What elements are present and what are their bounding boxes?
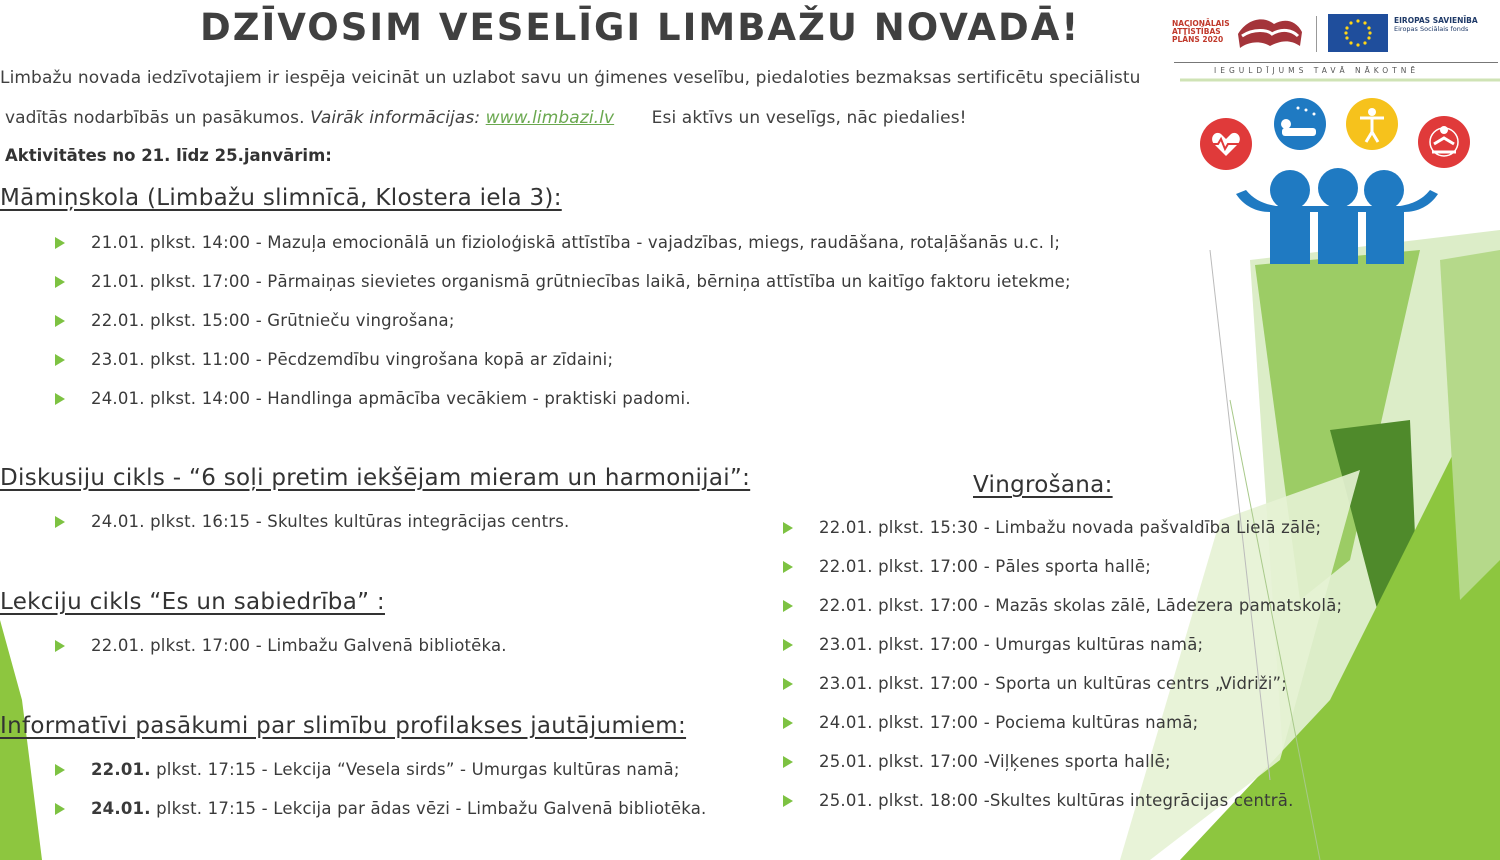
eu-logo-text xyxy=(1394,16,1500,34)
list-item: 25.01. plkst. 17:00 -Viļķenes sporta hallē; xyxy=(783,750,1342,789)
more-info-label: Vairāk informācijas: xyxy=(310,108,481,128)
bullet-icon xyxy=(55,764,65,776)
list-item: 24.01. plkst. 14:00 - Handlinga apmācība vecākiem - praktiski padomi. xyxy=(55,387,1071,426)
bullet-icon xyxy=(783,561,793,573)
eu-title: EIROPAS SAVIENĪBA xyxy=(1394,16,1478,25)
intro-line-1: Limbažu novada iedzīvotajiem ir iespēja veicināt un uzlabot savu un ģimenes veselību, piedaloties bezmaksas sertificētu speciālistu xyxy=(0,68,1141,88)
people-group-icon xyxy=(1236,168,1438,264)
list-item: 24.01. plkst. 16:15 - Skultes kultūras integrācijas centrs. xyxy=(55,510,569,549)
dates-subheading: Aktivitātes no 21. līdz 25.janvārim: xyxy=(5,146,332,165)
call-to-action: Esi aktīvs un veselīgs, nāc piedalies! xyxy=(651,108,967,128)
list-item: 23.01. plkst. 17:00 - Umurgas kultūras namā; xyxy=(783,633,1342,672)
list-item: 21.01. plkst. 14:00 - Mazuļa emocionālā un fizioloģiskā attīstība - vajadzības, miegs, raudāšana, rotaļāšanās u.c. l; xyxy=(55,231,1071,270)
list-item: 23.01. plkst. 11:00 - Pēcdzemdību vingrošana kopā ar zīdaini; xyxy=(55,348,1071,387)
list-item: 23.01. plkst. 17:00 - Sporta un kultūras centrs „Vidriži”; xyxy=(783,672,1342,711)
list-item: 24.01. plkst. 17:00 - Pociema kultūras namā; xyxy=(783,711,1342,750)
page-title: DZĪVOSIM VESELĪGI LIMBAŽU NOVADĀ! xyxy=(200,6,1081,49)
list-item: 22.01. plkst. 15:30 - Limbažu novada pašvaldība Lielā zālē; xyxy=(783,516,1342,555)
bullet-icon xyxy=(783,522,793,534)
person-icon xyxy=(1346,98,1398,150)
bullet-icon xyxy=(783,639,793,651)
tagline: IEGULDĪJUMS TAVĀ NĀKOTNĒ xyxy=(1214,66,1420,75)
health-illustration xyxy=(1190,94,1490,264)
heading-vingrosana: Vingrošana: xyxy=(973,472,1113,498)
heading-diskusiju: Diskusiju cikls - “6 soļi pretim iekšējam mieram un harmonijai”: xyxy=(0,465,751,491)
list-item: 25.01. plkst. 18:00 -Skultes kultūras integrācijas centrā. xyxy=(783,789,1342,828)
bullet-icon xyxy=(783,678,793,690)
list-item: 22.01. plkst. 17:00 - Pāles sporta hallē; xyxy=(783,555,1342,594)
list-item: 21.01. plkst. 17:00 - Pārmaiņas sievietes organismā grūtniecības laikā, bērniņa attīstība un kaitīgo faktoru ietekme; xyxy=(55,270,1071,309)
heading-maminskola: Māmiņskola (Limbažu slimnīcā, Klostera iela 3): xyxy=(0,185,562,211)
bullet-icon xyxy=(55,315,65,327)
latvia-flag-icon xyxy=(1234,12,1306,52)
bullet-icon xyxy=(783,717,793,729)
list-vingrosana xyxy=(783,516,1342,828)
bullet-icon xyxy=(55,803,65,815)
meditation-icon xyxy=(1418,116,1470,168)
list-item: 22.01. plkst. 15:00 - Grūtnieču vingrošana; xyxy=(55,309,1071,348)
intro-text: vadītās nodarbībās un pasākumos. xyxy=(5,108,305,128)
heart-icon xyxy=(1200,118,1252,170)
list-informativi xyxy=(55,758,707,836)
list-item: 24.01. plkst. 17:15 - Lekcija par ādas vēzi - Limbažu Galvenā bibliotēka. xyxy=(55,797,707,836)
list-lekciju xyxy=(55,634,507,673)
logo-rule xyxy=(1174,62,1498,63)
heading-lekciju: Lekciju cikls “Es un sabiedrība” : xyxy=(0,589,385,615)
bullet-icon xyxy=(783,795,793,807)
bullet-icon xyxy=(55,276,65,288)
eu-fund: Eiropas Sociālais fonds xyxy=(1394,25,1469,33)
logo-separator xyxy=(1316,16,1317,52)
bullet-icon xyxy=(783,756,793,768)
list-diskusiju xyxy=(55,510,569,549)
bullet-icon xyxy=(55,237,65,249)
bullet-icon xyxy=(55,516,65,528)
logos-banner xyxy=(1168,8,1500,80)
heading-informativi: Informatīvi pasākumi par slimību profilakses jautājumiem: xyxy=(0,713,687,739)
bullet-icon xyxy=(783,600,793,612)
list-item: 22.01. plkst. 17:15 - Lekcija “Vesela sirds” - Umurgas kultūras namā; xyxy=(55,758,707,797)
sleep-icon xyxy=(1274,98,1326,150)
bullet-icon xyxy=(55,640,65,652)
eu-flag-icon xyxy=(1328,14,1388,52)
national-plan-logo-text: NACIONĀLAIS ATTĪSTĪBAS PLĀNS 2020 xyxy=(1172,19,1230,44)
website-link[interactable]: www.limbazi.lv xyxy=(485,108,615,128)
bullet-icon xyxy=(55,393,65,405)
list-maminskola xyxy=(55,231,1071,426)
intro-line-2 xyxy=(5,108,967,128)
list-item: 22.01. plkst. 17:00 - Limbažu Galvenā bibliotēka. xyxy=(55,634,507,673)
bullet-icon xyxy=(55,354,65,366)
list-item: 22.01. plkst. 17:00 - Mazās skolas zālē, Lādezera pamatskolā; xyxy=(783,594,1342,633)
